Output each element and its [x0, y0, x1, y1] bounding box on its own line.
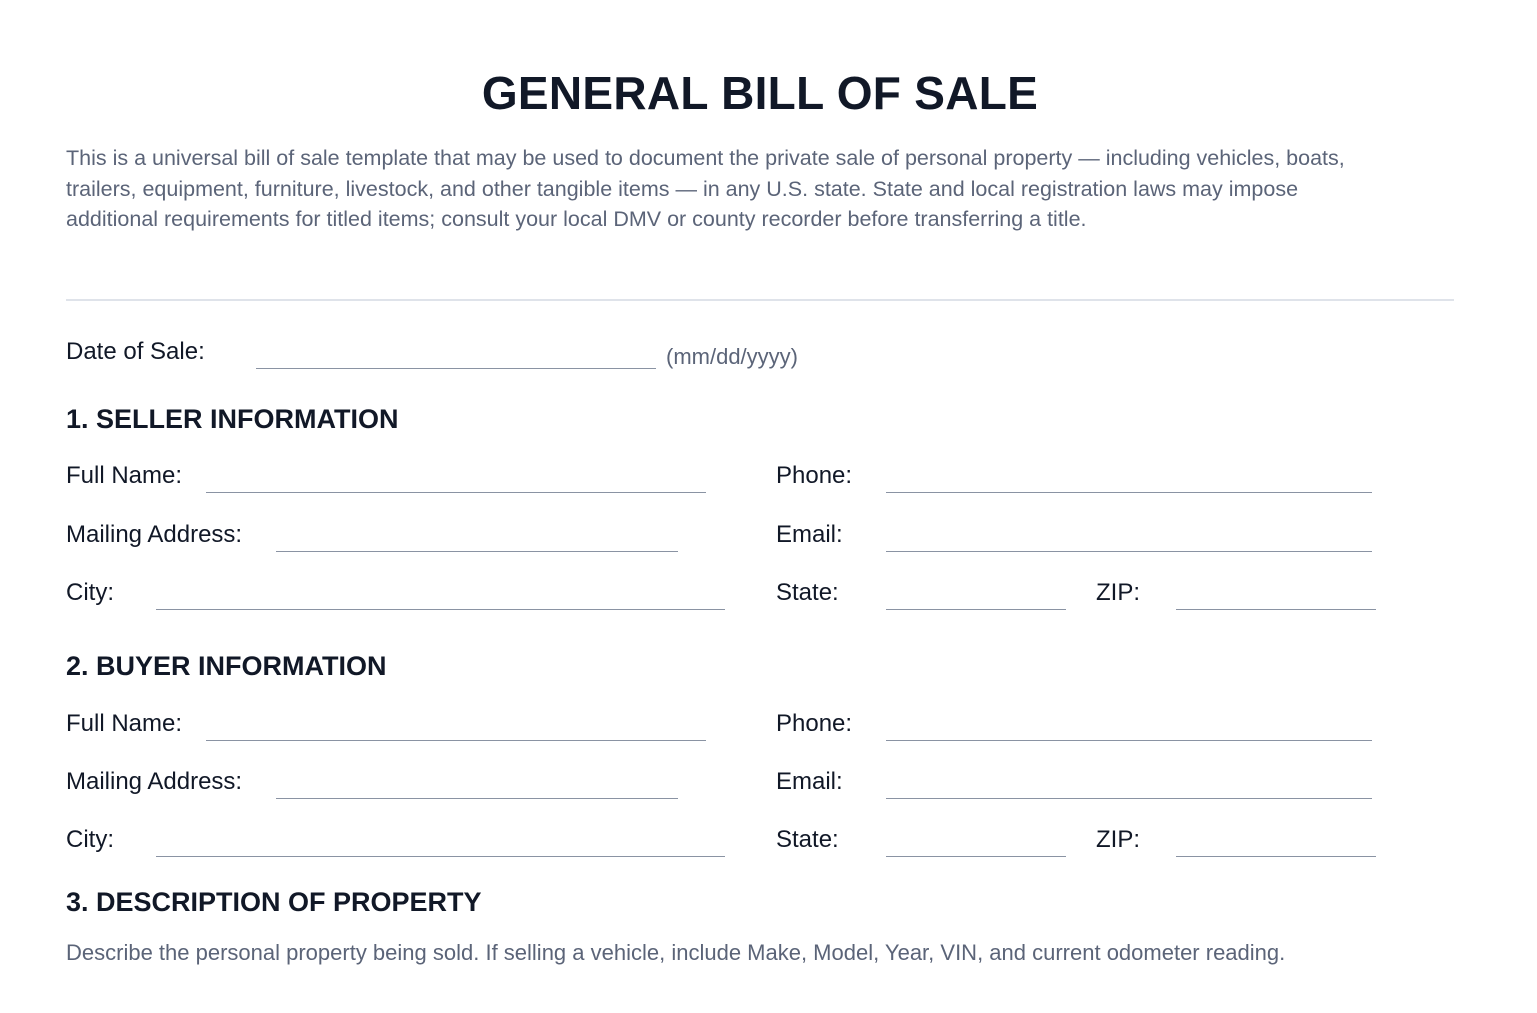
- buyer-zip-label: ZIP:: [1096, 826, 1141, 853]
- seller-phone-field[interactable]: [886, 492, 1372, 493]
- document-title: GENERAL BILL OF SALE: [481, 67, 1039, 119]
- buyer-full-name-field[interactable]: [206, 740, 706, 741]
- buyer-email-field[interactable]: [886, 798, 1372, 799]
- seller-city-field[interactable]: [156, 609, 725, 610]
- seller-address-label: Mailing Address:: [66, 521, 243, 548]
- intro-paragraph: This is a universal bill of sale template that may be used to document the private sale of personal property — including vehicles, boats, trailers, equipment, furniture, livestock, and other tangible items — in any U.S. state. State and local registration laws may impose additional requirements for titled items; consult your local DMV or county recorder before transferring a title.: [66, 146, 1345, 231]
- buyer-zip-field[interactable]: [1176, 856, 1376, 857]
- seller-full-name-label: Full Name:: [66, 462, 183, 489]
- seller-section-heading: 1. SELLER INFORMATION: [66, 404, 399, 434]
- date-of-sale-label: Date of Sale:: [66, 338, 205, 365]
- seller-city-label: City:: [66, 579, 114, 606]
- seller-state-label: State:: [776, 579, 839, 606]
- buyer-email-label: Email:: [776, 768, 843, 795]
- seller-email-label: Email:: [776, 521, 843, 548]
- seller-address-field[interactable]: [276, 551, 678, 552]
- property-section-heading: 3. DESCRIPTION OF PROPERTY: [66, 887, 482, 917]
- seller-phone-label: Phone:: [776, 462, 853, 489]
- buyer-phone-field[interactable]: [886, 740, 1372, 741]
- seller-email-field[interactable]: [886, 551, 1372, 552]
- buyer-city-field[interactable]: [156, 856, 725, 857]
- buyer-state-field[interactable]: [886, 856, 1066, 857]
- buyer-city-label: City:: [66, 826, 114, 853]
- buyer-phone-label: Phone:: [776, 710, 853, 737]
- date-format-hint: (mm/dd/yyyy): [666, 344, 798, 369]
- seller-zip-field[interactable]: [1176, 609, 1376, 610]
- seller-state-field[interactable]: [886, 609, 1066, 610]
- buyer-section-heading: 2. BUYER INFORMATION: [66, 651, 387, 681]
- seller-full-name-field[interactable]: [206, 492, 706, 493]
- buyer-address-label: Mailing Address:: [66, 768, 243, 795]
- buyer-full-name-label: Full Name:: [66, 710, 183, 737]
- property-description-note: Describe the personal property being sold. If selling a vehicle, include Make, Model, Year, VIN, and current odometer reading.: [66, 940, 1286, 965]
- section-divider: [66, 299, 1454, 301]
- seller-zip-label: ZIP:: [1096, 579, 1141, 606]
- buyer-state-label: State:: [776, 826, 839, 853]
- buyer-address-field[interactable]: [276, 798, 678, 799]
- date-of-sale-field[interactable]: [256, 368, 656, 369]
